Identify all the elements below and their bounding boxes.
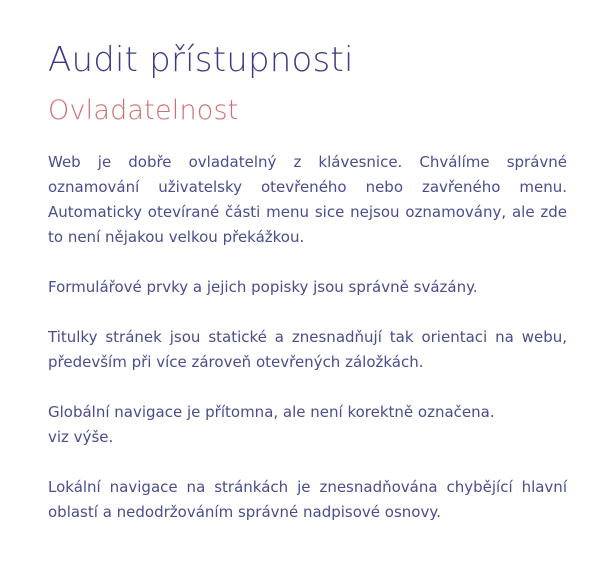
page-title: Audit přístupnosti: [48, 40, 354, 80]
global-navigation-text: Globální navigace je přítomna, ale není korektně označena.: [48, 403, 495, 421]
global-navigation-note: viz výše.: [48, 428, 114, 446]
paragraph-page-titles: Titulky stránek jsou statické a znesnadňují tak orientaci na webu, především při více zároveň otevřených záložkách.: [48, 328, 567, 371]
paragraph-form-labels: Formulářové prvky a jejich popisky jsou správně svázány.: [48, 278, 478, 296]
paragraph-global-navigation: [48, 400, 567, 450]
section-content: [48, 150, 567, 525]
paragraph-local-navigation: Lokální navigace na stránkách je znesnadňována chybějící hlavní oblastí a nedodržováním správné nadpisové osnovy.: [48, 478, 567, 521]
paragraph-keyboard-accessibility: Web je dobře ovladatelný z klávesnice. Chválíme správné oznamování uživatelsky otevřeného nebo zavřeného menu. Automaticky otevírané části menu sice nejsou oznamovány, ale zde to není nějakou velkou překážkou.: [48, 153, 567, 246]
section-heading: Ovladatelnost: [48, 95, 239, 126]
